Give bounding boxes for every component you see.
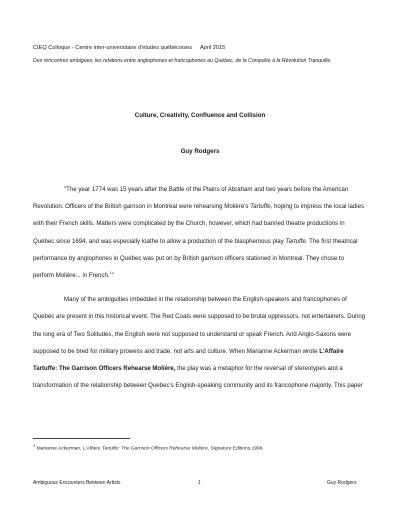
footnote-title: L'Affaire Tartuffe: The Garrison Officers Rehearse Molière bbox=[82, 446, 208, 452]
footnote-ref[interactable]: 1 bbox=[109, 269, 112, 275]
bold-play-title: L'Affaire Tartuffe: The Garrison Officers Rehearse Molière, bbox=[33, 347, 344, 373]
paragraph-2: Many of the ambiguities imbedded in the relationship between the English-speakers and francophones of Quebec are present in this historical event. The Red Coats were supposed to be brutal oppressors, not entertainers. During the long era of Two Solitudes, the English were not supposed to understand or speak French. And Anglo-Saxons were supposed to be bred for military prowess and trade, not arts and culture. When Marianne Ackerman wrote L'Affaire Tartuffe: The Garrison Officers Rehearse Molière, the play was a metaphor for the reversal of stereotypes and a transformation of the relationship between Quebec's English-speaking community and its francophone majority. This paper bbox=[33, 296, 366, 390]
paper-author: Guy Rodgers bbox=[180, 148, 220, 155]
footnote-separator bbox=[33, 438, 130, 439]
footnote: $^1$ Marianne Ackerman, L'Affaire Tartuffe: The Garrison Officers Rehearse Molière, Signature Editions,1996 bbox=[33, 443, 263, 452]
footer-right: Guy Rodgers bbox=[327, 480, 357, 486]
paper-title: Culture, Creativity, Confluence and Collision bbox=[134, 112, 266, 119]
conference-subtitle: Des rencontres ambigües, les relations entre anglophones et francophones au Québec, de la Conquête à la Révolution Tranquille. bbox=[33, 58, 332, 64]
conference-header bbox=[33, 45, 225, 51]
page-number: 1 bbox=[198, 480, 201, 486]
footnote-marker: 1 bbox=[33, 443, 36, 448]
play-title: Tartuffe bbox=[285, 237, 306, 245]
play-title: Tartuffe bbox=[250, 203, 271, 211]
conference-date: April 2015 bbox=[200, 45, 226, 51]
conference-name: CIEQ Colloque - Centre inter-universitaire d'études québécoises bbox=[33, 45, 193, 51]
paragraph-1: "The year 1774 was 15 years after the Battle of the Plains of Abraham and two years before the American Revolution. Officers of the British garrison in Montreal were rehearsing Molière's Tartuffe, hoping to impress the local ladies with their French skills. Matters were complicated by the Church, however, which had banned theatre productions in Québec since 1694, and was especially loathe to allow a production of the blasphemous play Tartuffe. The first theatrical performance by anglophones in Québec was put on by British garrison officers stationed in Montreal. They chose to perform Molière... in French.$^1$" bbox=[33, 186, 365, 280]
footer-left: Ambiguous Encounters Between Artists bbox=[33, 480, 121, 486]
body-text bbox=[33, 181, 366, 394]
